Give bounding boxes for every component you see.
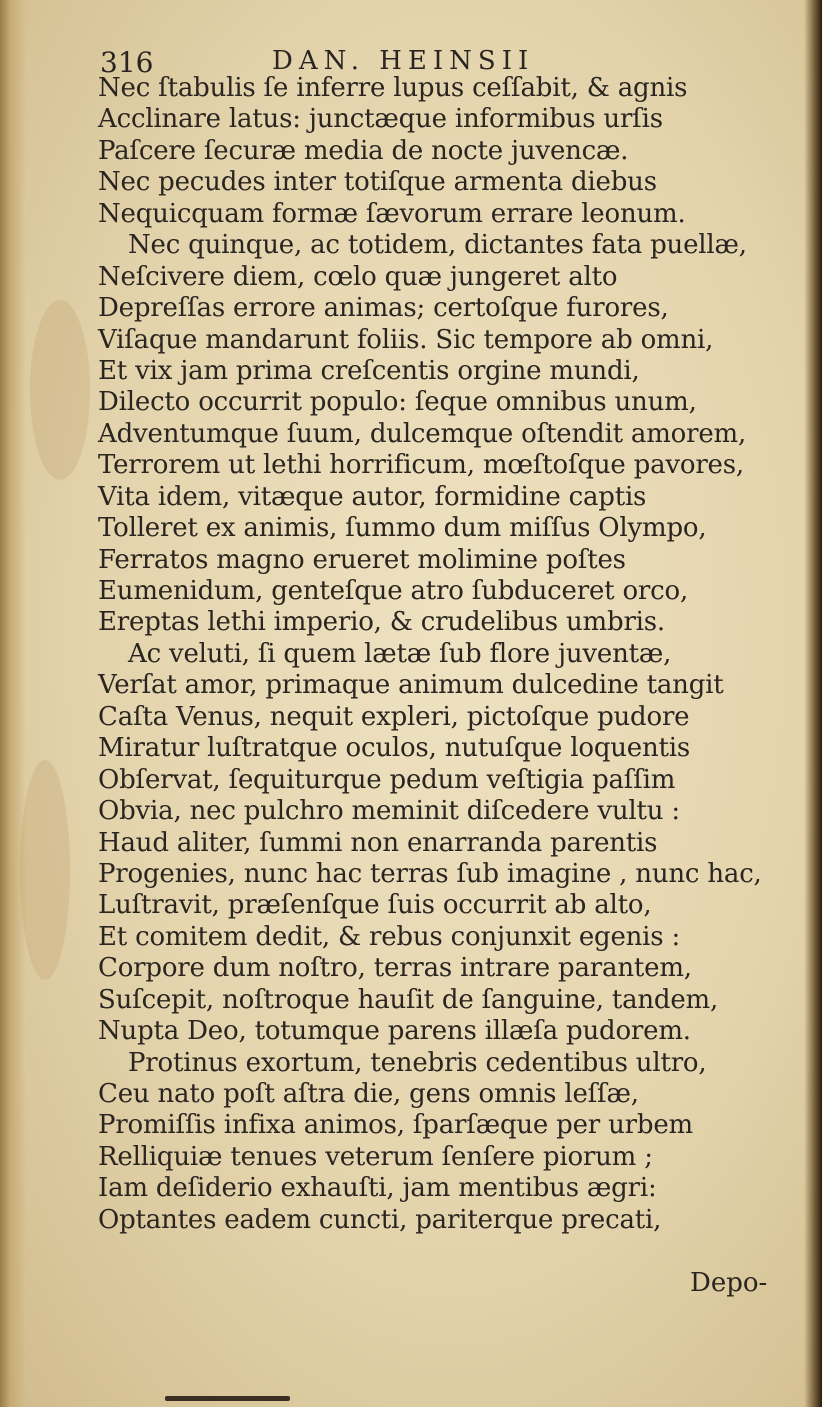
verse-line: Acclinare latus: junctæque informibus urſis bbox=[98, 104, 663, 135]
verse-line: Iam deſiderio exhauſti, jam mentibus ægri: bbox=[98, 1173, 657, 1204]
verse-line: Obſervat, ſequiturque pedum veſtigia paſſim bbox=[98, 764, 676, 795]
verse-line: Paſcere ſecuræ media de nocte juvencæ. bbox=[98, 135, 629, 166]
verse-line: Protinus exortum, tenebris cedentibus ultro, bbox=[128, 1047, 707, 1078]
running-head: DAN. HEINSII bbox=[272, 46, 535, 76]
verse-line: Adventumque ſuum, dulcemque oſtendit amorem, bbox=[98, 418, 747, 449]
page-number: 316 bbox=[100, 46, 154, 79]
verse-line: Luſtravit, præſenſque ſuis occurrit ab alto, bbox=[98, 890, 652, 921]
verse-line: Ereptas lethi imperio, & crudelibus umbris. bbox=[98, 607, 665, 638]
page-gutter-shadow bbox=[0, 0, 26, 1407]
verse-line: Verſat amor, primaque animum dulcedine tangit bbox=[98, 670, 724, 701]
verse-line: Depreſſas errore animas; certoſque furores, bbox=[98, 293, 669, 324]
verse-line: Et vix jam prima creſcentis orgine mundi, bbox=[98, 355, 640, 386]
verse-line: Ac veluti, ſi quem lætæ ſub flore juventæ, bbox=[128, 638, 672, 669]
verse-line: Nec quinque, ac totidem, dictantes fata puellæ, bbox=[128, 230, 747, 261]
verse-line: Neſcivere diem, cœlo quæ jungeret alto bbox=[98, 261, 618, 292]
verse-line: Nec pecudes inter totiſque armenta diebus bbox=[98, 167, 657, 198]
verse-line: Viſaque mandarunt foliis. Sic tempore ab omni, bbox=[98, 324, 714, 355]
verse-line: Optantes eadem cuncti, pariterque precati, bbox=[98, 1204, 662, 1235]
verse-line: Ferratos magno erueret molimine poſtes bbox=[98, 544, 626, 575]
page-edge-shadow bbox=[804, 0, 822, 1407]
verse-line: Obvia, nec pulchro meminit diſcedere vultu : bbox=[98, 796, 680, 827]
verse-line: Dilecto occurrit populo: ſeque omnibus unum, bbox=[98, 387, 697, 418]
verse-line: Tolleret ex animis, ſummo dum miſſus Olympo, bbox=[98, 513, 707, 544]
verse-line: Nec ſtabulis ſe inferre lupus ceſſabit, & agnis bbox=[98, 73, 688, 103]
paper-stain bbox=[20, 760, 70, 980]
verse-line: Terrorem ut lethi horrificum, mœſtoſque pavores, bbox=[98, 450, 744, 481]
catchword: Depo- bbox=[690, 1268, 768, 1298]
verse-line: Eumenidum, genteſque atro ſubduceret orco, bbox=[98, 576, 689, 606]
verse-line: Promiſſis infixa animos, ſparſæque per urbem bbox=[98, 1110, 693, 1141]
verse-line: Relliquiæ tenues veterum ſenſere piorum ; bbox=[98, 1141, 653, 1172]
verse-line: Haud aliter, ſummi non enarranda parentis bbox=[98, 827, 658, 858]
verse-line: Nupta Deo, totumque parens illæſa pudorem. bbox=[98, 1016, 691, 1047]
verse-text-block bbox=[98, 73, 762, 1236]
footer-rule bbox=[165, 1396, 290, 1401]
verse-line: Vita idem, vitæque autor, formidine captis bbox=[98, 481, 647, 512]
verse-line: Corpore dum noſtro, terras intrare parantem, bbox=[98, 953, 692, 984]
verse-line: Suſcepit, noſtroque hauſit de ſanguine, tandem, bbox=[98, 984, 719, 1015]
verse-line: Miratur luſtratque oculos, nutuſque loquentis bbox=[98, 733, 691, 764]
verse-line: Ceu nato poſt aſtra die, gens omnis leſſæ, bbox=[98, 1079, 639, 1109]
verse-line: Progenies, nunc hac terras ſub imagine , nunc hac, bbox=[98, 858, 762, 889]
verse-line: Caſta Venus, nequit expleri, pictoſque pudore bbox=[98, 701, 690, 732]
verse-line: Nequicquam formæ ſævorum errare leonum. bbox=[98, 198, 686, 229]
verse-line: Et comitem dedit, & rebus conjunxit egenis : bbox=[98, 921, 681, 952]
paper-stain bbox=[30, 300, 90, 480]
